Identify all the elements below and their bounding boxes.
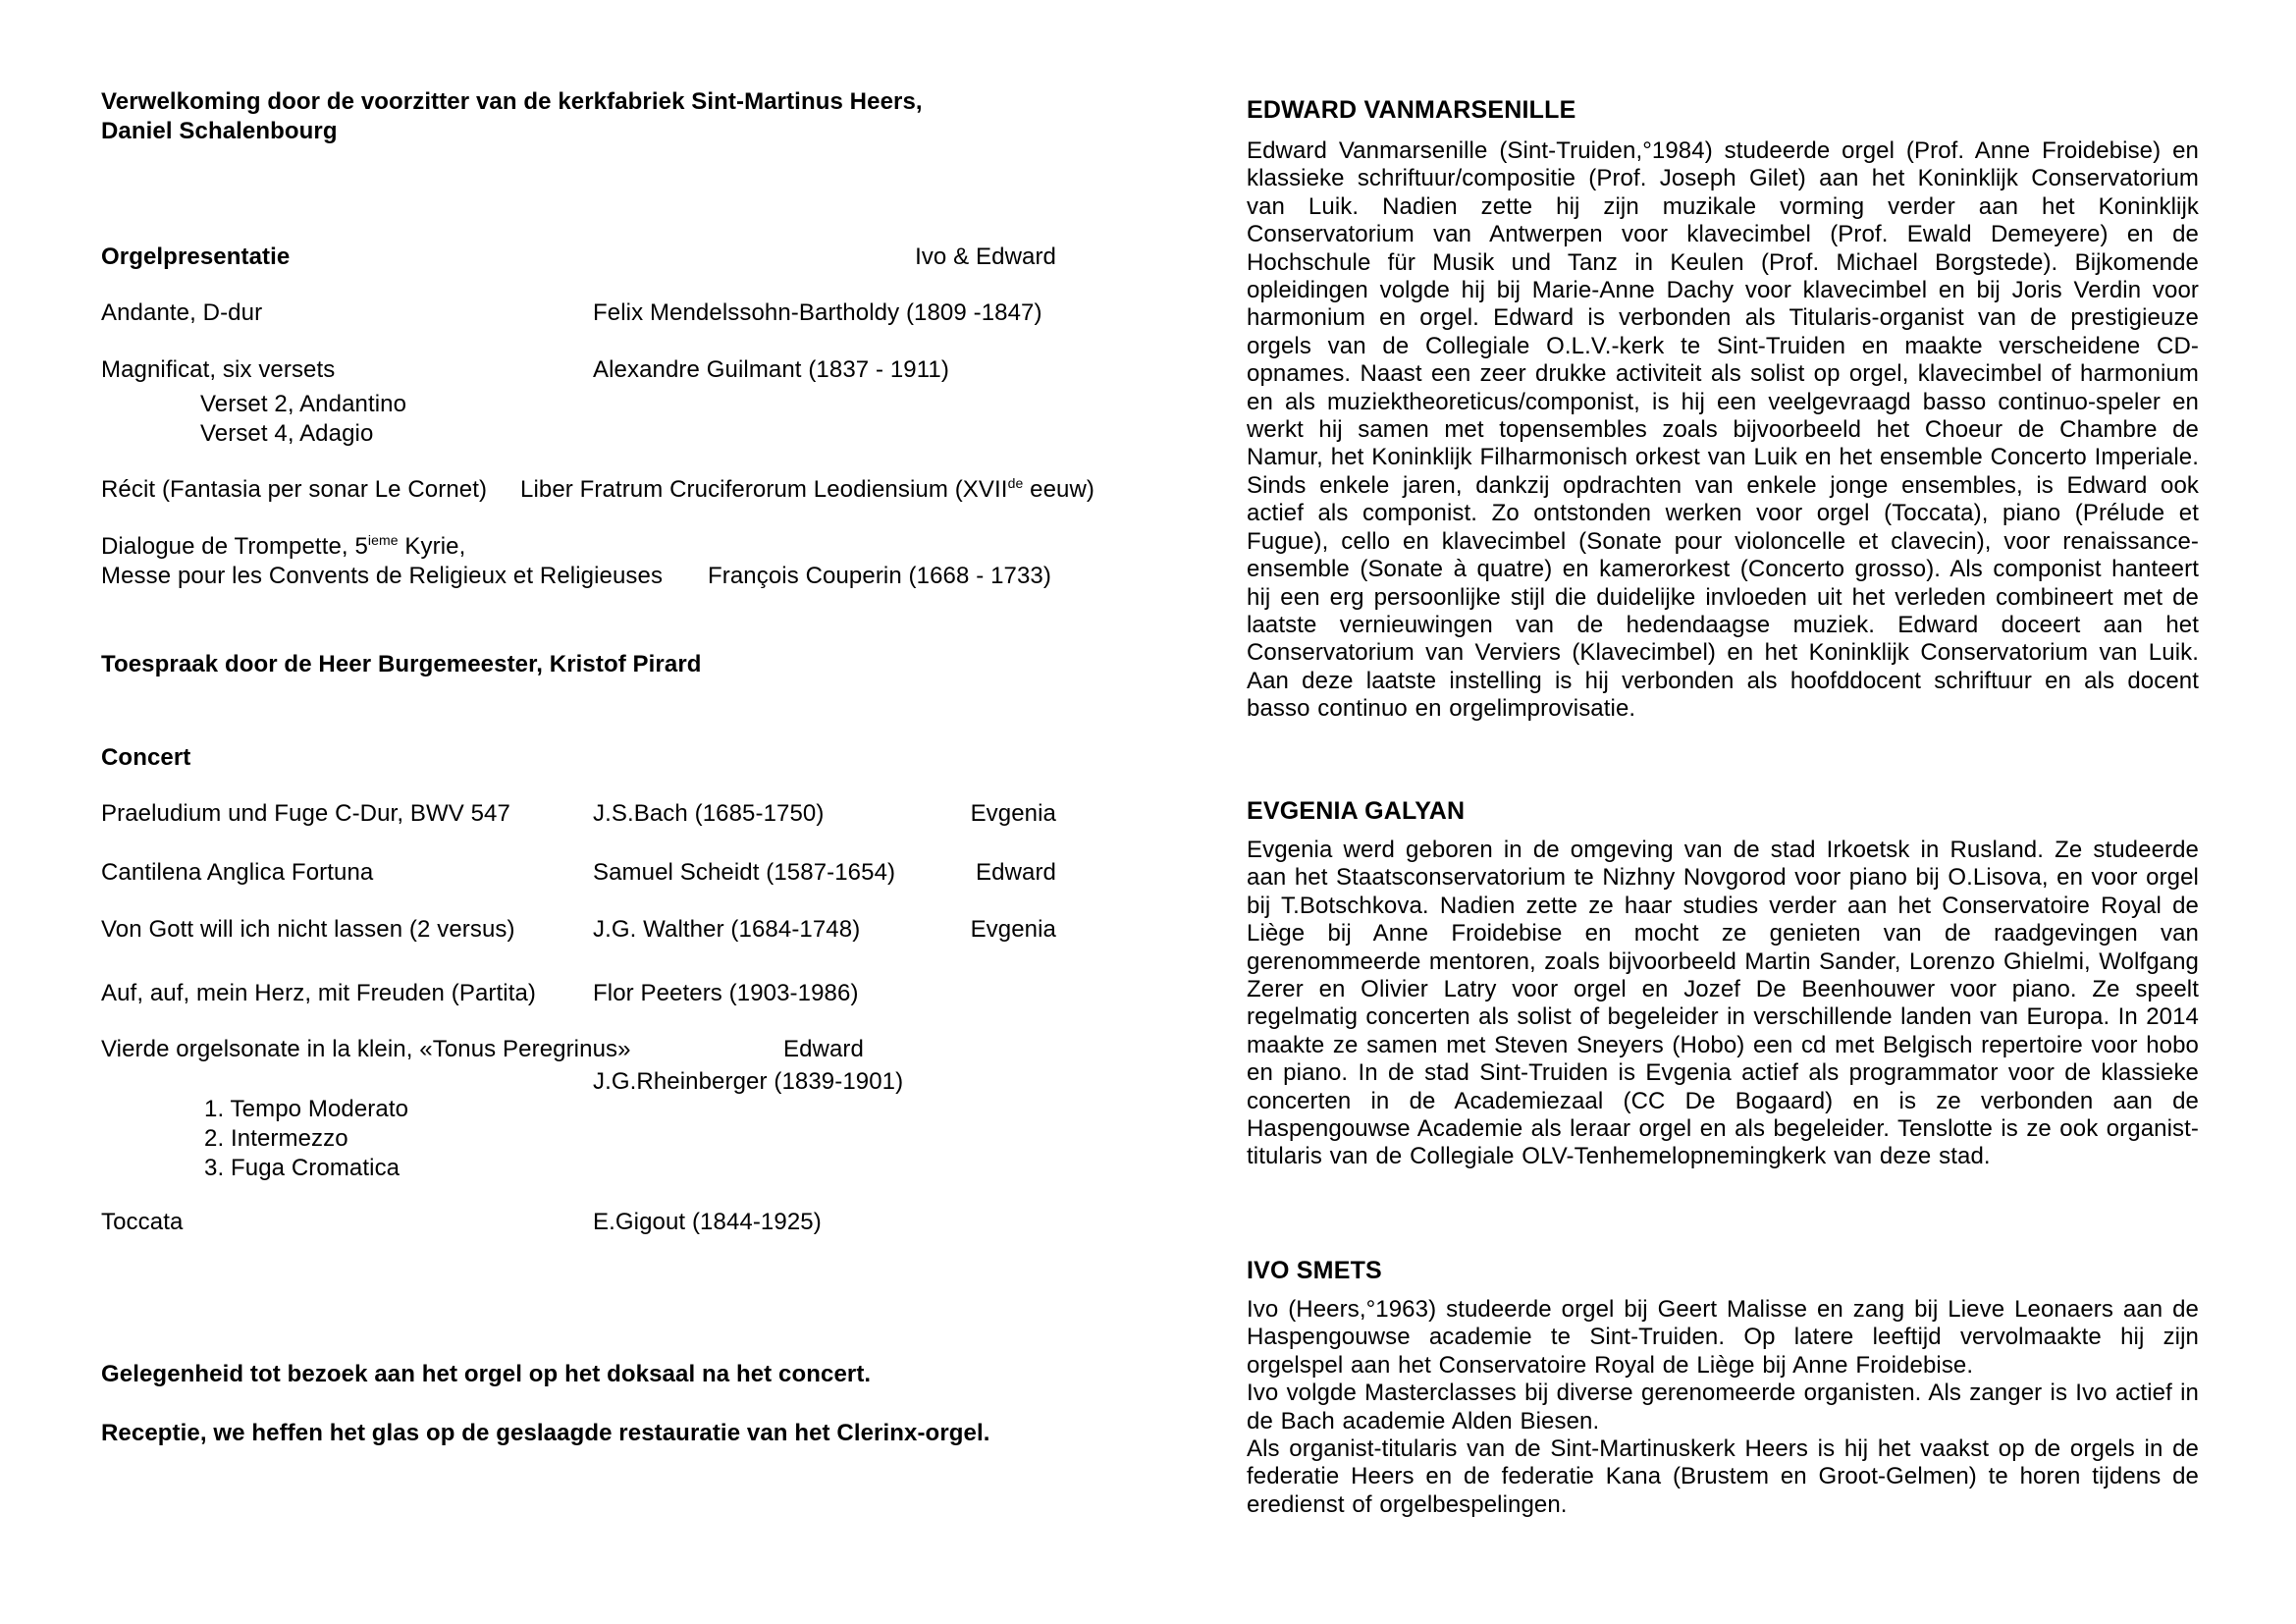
program-item-composer: Felix Mendelssohn-Bartholdy (1809 -1847) xyxy=(593,299,1042,326)
performer-label: Ivo & Edward xyxy=(915,244,1056,270)
program-subitem: Verset 4, Adagio xyxy=(200,420,374,447)
program-item-title: Vierde orgelsonate in la klein, «Tonus Peregrinus» xyxy=(101,1036,631,1062)
bio-paragraph-ivo-3: Als organist-titularis van de Sint-Martinuskerk Heers is hij het vaakst op de orgels in de federatie Heers en de federatie Kana (Brustem en Groot-Gelmen) te horen tijdens de eredienst of orgelbespelingen. xyxy=(1247,1435,2199,1518)
program-item-title: Magnificat, six versets xyxy=(101,356,336,383)
left-page xyxy=(101,0,1095,1624)
closing-line-2: Receptie, we heffen het glas op de geslaagde restauratie van het Clerinx-orgel. xyxy=(101,1420,990,1446)
performer-label: Evgenia xyxy=(970,800,1056,827)
program-item-title: Cantilena Anglica Fortuna xyxy=(101,859,374,886)
program-item-composer: Liber Fratrum Cruciferorum Leodiensium (XVIIde eeuw) xyxy=(520,475,1095,503)
program-item-title: Andante, D-dur xyxy=(101,299,263,326)
program-item-composer: E.Gigout (1844-1925) xyxy=(593,1209,822,1235)
right-page xyxy=(1247,0,2199,1624)
performer-label: Evgenia xyxy=(970,916,1056,943)
bio-heading-evgenia: EVGENIA GALYAN xyxy=(1247,797,1466,825)
program-item-title: Dialogue de Trompette, 5ieme Kyrie, xyxy=(101,532,466,560)
program-item-title: Toccata xyxy=(101,1209,184,1235)
bio-paragraph-ivo-1: Ivo (Heers,°1963) studeerde orgel bij Geert Malisse en zang bij Lieve Leonaers aan de Haspengouwse academie te Sint-Truiden. Op latere leeftijd vervolmaakte hij zijn orgelspel aan het Conservatoire Royal de Liège bij Anne Froidebise. xyxy=(1247,1296,2199,1379)
performer-label: Edward xyxy=(976,859,1056,886)
section-heading-orgelpresentatie: Orgelpresentatie xyxy=(101,244,291,270)
program-item-title: Praeludium und Fuge C-Dur, BWV 547 xyxy=(101,800,510,827)
program-subitem: Verset 2, Andantino xyxy=(200,391,407,417)
section-heading-concert: Concert xyxy=(101,744,191,771)
bio-paragraph-ivo-2: Ivo volgde Masterclasses bij diverse gerenomeerde organisten. Als zanger is Ivo actief in de Bach academie Alden Biesen. xyxy=(1247,1380,2199,1435)
program-item-composer: Samuel Scheidt (1587-1654) xyxy=(593,859,896,886)
closing-line-1: Gelegenheid tot bezoek aan het orgel op het doksaal na het concert. xyxy=(101,1361,872,1387)
program-item-composer: Flor Peeters (1903-1986) xyxy=(593,980,859,1006)
bio-paragraph-ivo xyxy=(1247,1296,2199,1519)
program-item-title: Von Gott will ich nicht lassen (2 versus) xyxy=(101,916,515,943)
welcome-line-1: Verwelkoming door de voorzitter van de kerkfabriek Sint-Martinus Heers, xyxy=(101,88,923,115)
bio-paragraph-evgenia: Evgenia werd geboren in de omgeving van de stad Irkoetsk in Rusland. Ze studeerde aan het Staatsconservatorium te Nizhny Novgorod voor piano bij O.Lisova, en voor orgel bij T.Botschkova. Nadien zette ze haar studies verder aan het Conservatoire Royal de Liège bij Anne Froidebise en mocht ze genieten van de raadgevingen van gerenommeerde mentoren, zoals bijvoorbeeld Martin Sander, Lorenzo Ghielmi, Wolfgang Zerer en Olivier Latry voor orgel en Jozef De Beenhouwer voor piano. Ze speelt regelmatig concerten als solist of begeleider in verschillende landen van Europa. In 2014 maakte ze samen met Steven Sneyers (Hobo) een cd met Belgisch repertoire voor hobo en piano. In de stad Sint-Truiden is Evgenia actief als programmator voor de klassieke concerten in de Academiezaal (CC De Bogaard) en is ze verbonden aan de Haspengouwse Academie als leraar orgel en als begeleider. Tenslotte is ze ook organist-titularis van de Collegiale OLV-Tenhemelopnemingkerk van deze stad. xyxy=(1247,837,2199,1170)
performer-label: Edward xyxy=(783,1036,864,1062)
program-item-composer: François Couperin (1668 - 1733) xyxy=(708,563,1051,589)
program-item-title: Auf, auf, mein Herz, mit Freuden (Partita) xyxy=(101,980,537,1006)
program-item-title: Messe pour les Convents de Religieux et Religieuses xyxy=(101,563,664,589)
movement-item: 1. Tempo Moderato xyxy=(204,1096,409,1122)
bio-heading-edward: EDWARD VANMARSENILLE xyxy=(1247,96,1576,124)
movement-item: 2. Intermezzo xyxy=(204,1125,348,1152)
program-item-title: Récit (Fantasia per sonar Le Cornet) xyxy=(101,476,488,503)
bio-heading-ivo: IVO SMETS xyxy=(1247,1257,1382,1284)
program-item-composer: J.G. Walther (1684-1748) xyxy=(593,916,861,943)
welcome-line-2: Daniel Schalenbourg xyxy=(101,118,338,144)
program-item-composer: Alexandre Guilmant (1837 - 1911) xyxy=(593,356,949,383)
program-item-composer: J.G.Rheinberger (1839-1901) xyxy=(593,1068,904,1095)
bio-paragraph-edward: Edward Vanmarsenille (Sint-Truiden,°1984) studeerde orgel (Prof. Anne Froidebise) en klassieke schriftuur/compositie (Prof. Joseph Gilet) aan het Koninklijk Conservatorium van Luik. Nadien zette hij zijn muzikale vorming verder aan het Koninklijk Conservatorium van Antwerpen voor klavecimbel (Prof. Ewald Demeyere) en de Hochschule für Musik und Tanz in Keulen (Prof. Michael Borgstede). Bijkomende opleidingen volgde hij bij Marie-Anne Dachy voor klavecimbel en bij Joris Verdin voor harmonium en orgel. Edward is verbonden als Titularis-organist van de prestigieuze orgels van de Collegiale O.L.V.-kerk te Sint-Truiden en maakte verscheidene CD-opnames. Naast een zeer drukke activiteit als solist op orgel, klavecimbel of harmonium en als muziektheoreticus/componist, is hij een veelgevraagd basso continuo-speler en werkt hij samen met topensembles zoals bijvoorbeeld het Choeur de Chambre de Namur, het Koninklijk Filharmonisch orkest van Luik en het ensemble Concerto Imperiale. Sinds enkele jaren, dankzij opdrachten van enkele jonge ensembles, is Edward ook actief als componist. Zo ontstonden werken voor orgel (Toccata), piano (Prélude et Fugue), cello en klavecimbel (Sonate pour violoncelle et clavecin), voor renaissance-ensemble (Sonate à quatre) en kamerorkest (Concerto grosso). Als componist hanteert hij een erg persoonlijke stijl die duidelijke invloeden uit het verleden combineert met de laatste vernieuwingen van de hedendaagse muziek. Edward doceert aan het Conservatorium van Verviers (Klavecimbel) en het Koninklijk Conservatorium van Luik. Aan deze laatste instelling is hij verbonden als hoofddocent schriftuur en als docent basso continuo en orgelimprovisatie. xyxy=(1247,137,2199,723)
section-heading-toespraak: Toespraak door de Heer Burgemeester, Kristof Pirard xyxy=(101,651,702,677)
movement-item: 3. Fuga Cromatica xyxy=(204,1155,400,1181)
program-item-composer: J.S.Bach (1685-1750) xyxy=(593,800,825,827)
